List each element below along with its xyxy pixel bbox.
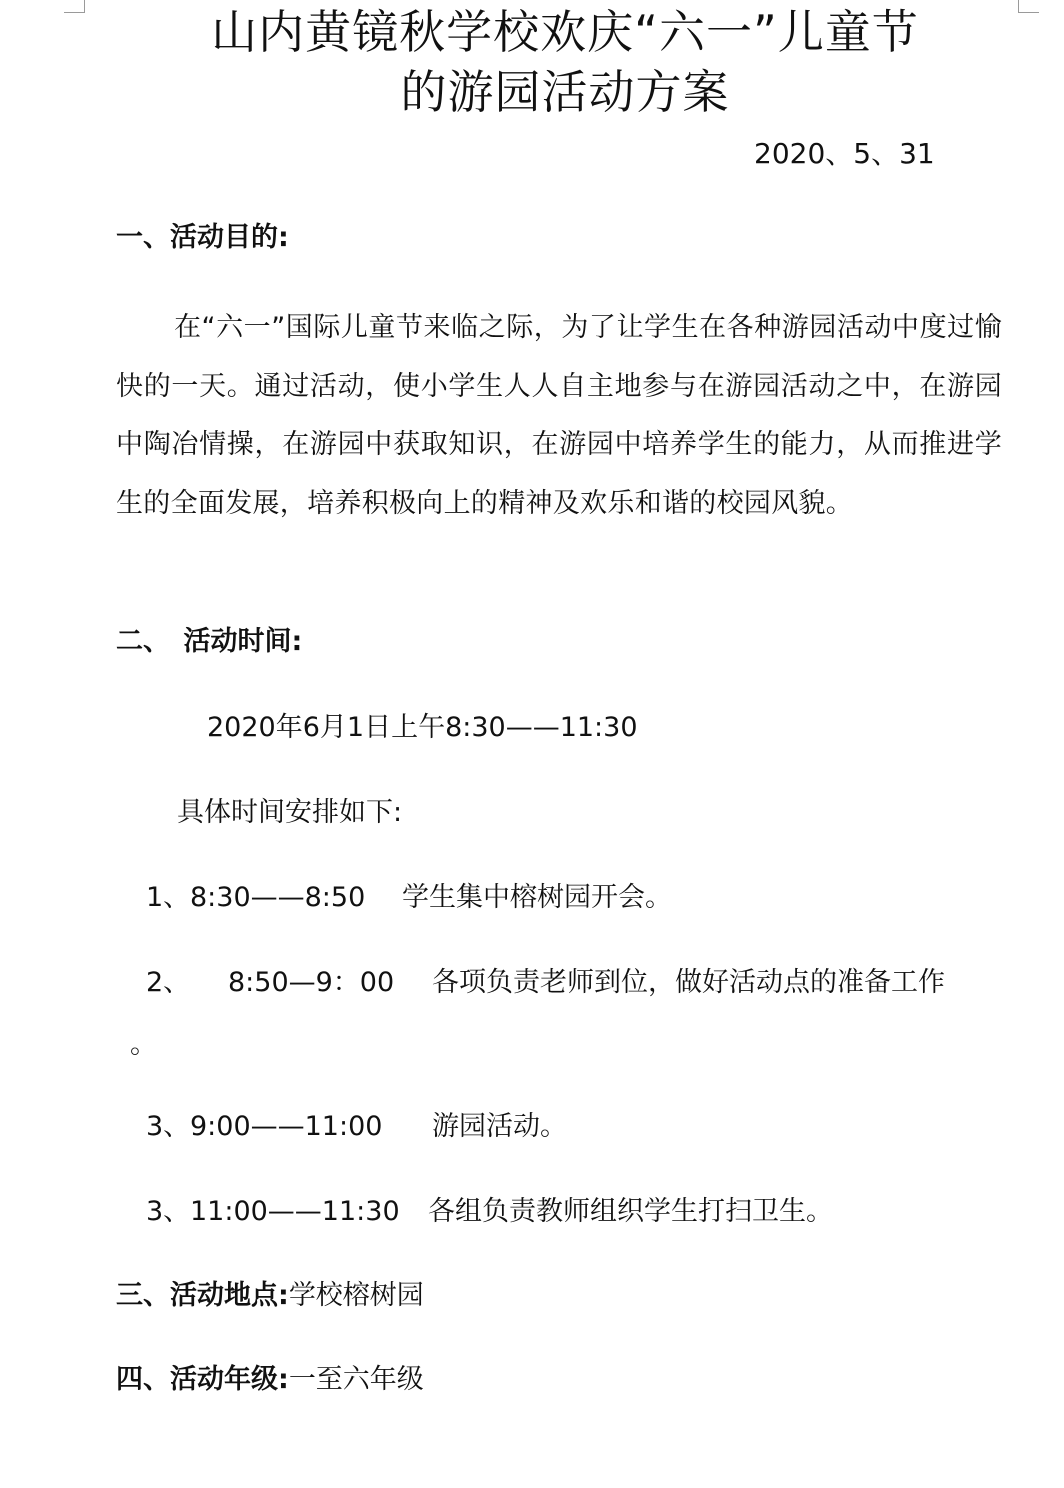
section4-line [116,1360,424,1400]
document-date: 2020、5、31 [754,137,935,170]
schedule-item-2-time: 8:50—9：00 [228,967,395,998]
document-title-line1: 山内黄镜秋学校欢庆“六一”儿童节 [211,5,919,59]
schedule-item-4-number: 3、 [146,1196,191,1227]
schedule-item-3-number: 3、 [146,1111,191,1142]
schedule-item-4-time: 11:00——11:30 [190,1196,400,1227]
schedule-item-1-desc: 学生集中榕树园开会。 [402,882,672,913]
document-title-line2: 的游园活动方案 [400,65,730,119]
schedule-item-2-desc: 各项负责老师到位，做好活动点的准备工作 [432,967,945,998]
section3-value: 学校榕树园 [288,1280,424,1311]
section4-heading: 四、活动年级: [116,1364,289,1395]
section3-heading: 三、活动地点: [116,1280,289,1311]
activity-time-range: 2020年6月1日上午8:30——11:30 [207,712,638,743]
schedule-item-2-number: 2、 [146,967,191,998]
section4-value: 一至六年级 [288,1364,424,1395]
schedule-item-3-time: 9:00——11:00 [190,1111,383,1142]
schedule-item-1-time: 8:30——8:50 [190,882,366,913]
section2-heading: 二、 活动时间: [116,626,303,657]
section1-paragraph: 在“六一”国际儿童节来临之际，为了让学生在各种游园活动中度过愉快的一天。通过活动，使小学生人人自主地参与在游园活动之中，在游园中陶冶情操，在游园中获取知识，在游园中培养学生的能力，从而推进学生的全面发展，培养积极向上的精神及欢乐和谐的校园风貌。 [116,312,1002,519]
section3-line [116,1276,424,1316]
schedule-item-2-wrap: 。 [130,1029,157,1060]
schedule-item-3-desc: 游园活动。 [432,1111,567,1142]
schedule-item-1-number: 1、 [146,882,191,913]
schedule-intro: 具体时间安排如下: [177,797,403,828]
schedule-item-4-desc: 各组负责教师组织学生打扫卫生。 [428,1196,833,1227]
section1-heading: 一、活动目的: [116,222,289,253]
